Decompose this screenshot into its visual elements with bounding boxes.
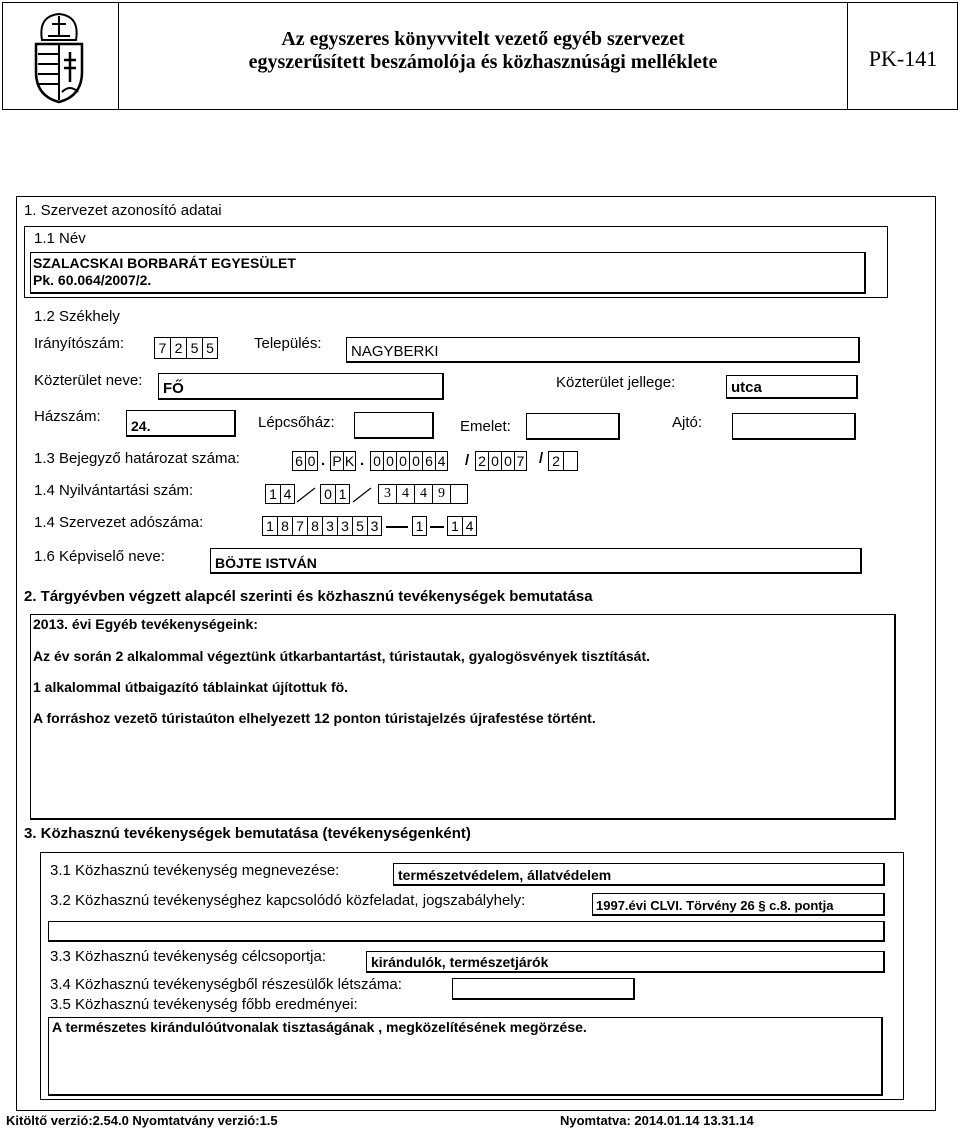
- registration-group2[interactable]: [320, 484, 350, 504]
- public-task-field-continued[interactable]: [48, 921, 885, 942]
- floor-label: Emelet:: [460, 418, 511, 435]
- activities-line: 2013. évi Egyéb tevékenységeink:: [33, 616, 258, 632]
- street-label: Közterület neve:: [34, 372, 143, 389]
- house-number-label: Házszám:: [34, 408, 101, 425]
- beneficiaries-label: 3.4 Közhasznú tevékenységből részesülők létszáma:: [50, 976, 402, 993]
- street-field[interactable]: FŐ: [158, 373, 444, 400]
- hungarian-coat-of-arms-icon: [26, 6, 92, 106]
- court-digit: 0: [396, 451, 409, 471]
- tax-number-group1[interactable]: [262, 516, 382, 536]
- court-digit: 0: [383, 451, 396, 471]
- stair-field[interactable]: [354, 412, 434, 439]
- court-decision-label: 1.3 Bejegyző határozat száma:: [34, 450, 240, 467]
- name-line1: SZALACSKAI BORBARÁT EGYESÜLET: [33, 255, 296, 271]
- street-type-label: Közterület jellege:: [556, 374, 676, 391]
- court-digit: 4: [435, 451, 448, 471]
- activities-line: Az év során 2 alkalommal végeztünk útkarbantartást, túristautak, gyalogösvények tisztítását.: [33, 648, 650, 664]
- court-separator: .: [360, 452, 365, 469]
- section2-title: 2. Tárgyévben végzett alapcél szerinti és közhasznú tevékenységek bemutatása: [24, 588, 593, 605]
- results-label: 3.5 Közhasznú tevékenység főbb eredményei:: [50, 996, 358, 1013]
- registration-digit: 4: [414, 484, 432, 504]
- form-code: PK-141: [868, 46, 938, 71]
- registration-digit: 1: [335, 484, 350, 504]
- registration-digit: 0: [320, 484, 335, 504]
- court-digit: 0: [370, 451, 383, 471]
- court-slash: /: [465, 452, 470, 469]
- door-label: Ajtó:: [672, 414, 703, 431]
- tax-digit: 3: [322, 516, 337, 536]
- court-letter: K: [344, 453, 355, 469]
- court-digit: 7: [514, 451, 527, 471]
- tax-digit: 8: [307, 516, 322, 536]
- registration-label: 1.4 Nyilvántartási szám:: [34, 482, 194, 499]
- tax-digit: 1: [412, 516, 427, 536]
- court-digit: 6: [292, 451, 305, 471]
- tax-digit: 5: [352, 516, 367, 536]
- zip-digit: 2: [170, 337, 186, 359]
- court-digit: [563, 451, 578, 471]
- tax-digit: 1: [262, 516, 277, 536]
- court-digit: 0: [501, 451, 514, 471]
- registration-digit: [450, 484, 468, 504]
- court-digit: 0: [305, 451, 318, 471]
- registration-digit: 3: [378, 484, 396, 504]
- tax-number-group2[interactable]: [412, 516, 427, 536]
- tax-digit: 3: [367, 516, 382, 536]
- tax-digit: 8: [277, 516, 292, 536]
- court-digit: 0: [488, 451, 501, 471]
- name-label: 1.1 Név: [34, 230, 86, 247]
- tax-digit: 1: [447, 516, 462, 536]
- court-digit: 2: [548, 451, 563, 471]
- registration-separator: [352, 484, 372, 504]
- activity-name-field[interactable]: természetvédelem, állatvédelem: [393, 863, 885, 886]
- public-task-label: 3.2 Közhasznú tevékenységhez kapcsolódó közfeladat, jogszabályhely:: [50, 892, 526, 909]
- registration-group1[interactable]: [265, 484, 295, 504]
- form-title-line2: egyszerűsített beszámolója és közhasznúsági melléklete: [248, 51, 718, 73]
- stair-label: Lépcsőház:: [258, 414, 335, 431]
- registration-digit: 1: [265, 484, 280, 504]
- registration-digit: 4: [396, 484, 414, 504]
- activities-line: 1 alkalommal útbaigazító táblainkat újítottuk fö.: [33, 679, 349, 695]
- representative-label: 1.6 Képviselő neve:: [34, 548, 165, 565]
- results-text: A természetes kirándulóútvonalak tisztaságának , megközelítésének megörzése.: [52, 1019, 587, 1035]
- activities-field[interactable]: [30, 614, 896, 820]
- tax-number-label: 1.4 Szervezet adószáma:: [34, 514, 204, 531]
- zip-digit: 5: [202, 337, 218, 359]
- court-group4[interactable]: [475, 451, 527, 471]
- seat-label: 1.2 Székhely: [34, 308, 120, 325]
- activities-line: A forráshoz vezetõ túristaúton elhelyezett 12 ponton túristajelzés újrafestése történt.: [33, 710, 596, 726]
- house-number-field[interactable]: 24.: [126, 410, 236, 437]
- court-group1[interactable]: [292, 451, 318, 471]
- court-group5[interactable]: [548, 451, 578, 471]
- section1-title: 1. Szervezet azonosító adatai: [24, 202, 222, 219]
- door-field[interactable]: [732, 413, 856, 440]
- beneficiaries-field[interactable]: [452, 978, 635, 1000]
- public-task-field[interactable]: 1997.évi CLVI. Törvény 26 § c.8. pontja: [592, 893, 885, 916]
- city-field[interactable]: NAGYBERKI: [346, 337, 860, 363]
- form-title-line1: Az egyszeres könyvvitelt vezető egyéb szervezet: [281, 28, 685, 50]
- court-digit: 6: [422, 451, 435, 471]
- court-digit: 0: [409, 451, 422, 471]
- tax-dash: [386, 526, 408, 528]
- activity-name-label: 3.1 Közhasznú tevékenység megnevezése:: [50, 862, 340, 879]
- court-group2[interactable]: [330, 451, 356, 471]
- section3-title: 3. Közhasznú tevékenységek bemutatása (tevékenységenként): [24, 825, 471, 842]
- tax-digit: 4: [462, 516, 477, 536]
- court-separator: .: [321, 452, 326, 469]
- tax-dash: [430, 526, 444, 528]
- zip-digit: 5: [186, 337, 202, 359]
- form-title: [118, 28, 848, 74]
- name-line2: Pk. 60.064/2007/2.: [33, 272, 152, 288]
- registration-digit: 4: [280, 484, 295, 504]
- city-label: Település:: [254, 335, 322, 352]
- zip-label: Irányítószám:: [34, 335, 125, 352]
- footer-printed: Nyomtatva: 2014.01.14 13.31.14: [560, 1113, 754, 1128]
- target-group-field[interactable]: kirándulók, természetjárók: [366, 951, 885, 973]
- court-slash: /: [539, 450, 544, 467]
- results-field[interactable]: [48, 1017, 883, 1096]
- name-field[interactable]: [30, 252, 866, 294]
- floor-field[interactable]: [526, 413, 620, 440]
- zip-code-field[interactable]: [154, 337, 218, 359]
- footer-version: Kitöltő verzió:2.54.0 Nyomtatvány verzió:1.5: [6, 1113, 278, 1128]
- registration-group3[interactable]: [378, 484, 468, 504]
- registration-separator: [296, 484, 316, 504]
- tax-number-group3[interactable]: [447, 516, 477, 536]
- target-group-label: 3.3 Közhasznú tevékenység célcsoportja:: [50, 948, 326, 965]
- court-letter: P: [330, 451, 343, 471]
- street-type-field[interactable]: utca: [726, 375, 858, 399]
- registration-digit: 9: [432, 484, 450, 504]
- court-group3[interactable]: [370, 451, 448, 471]
- representative-field[interactable]: BÖJTE ISTVÁN: [210, 548, 862, 574]
- court-digit: 2: [475, 451, 488, 471]
- tax-digit: 3: [337, 516, 352, 536]
- zip-digit: 7: [154, 337, 170, 359]
- tax-digit: 7: [292, 516, 307, 536]
